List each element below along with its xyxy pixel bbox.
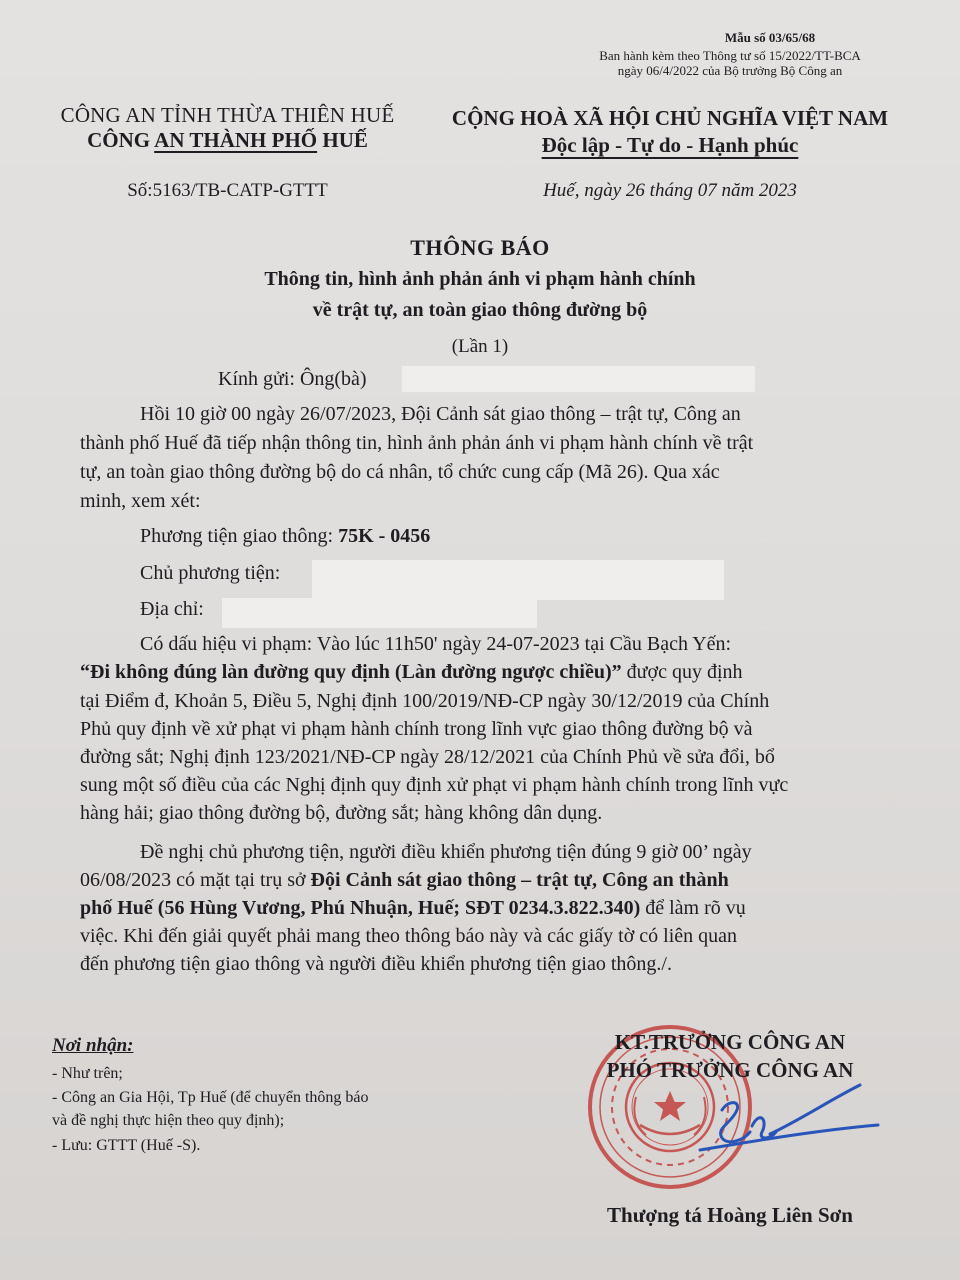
address-label: Địa chỉ: bbox=[140, 598, 204, 620]
doc-number: Số:5163/TB-CATP-GTTT bbox=[127, 180, 328, 201]
signer-name: Thượng tá Hoàng Liên Sơn bbox=[607, 1203, 853, 1227]
violation-line-4: Phủ quy định về xử phạt vi phạm hành chính trong lĩnh vực giao thông đường bộ và bbox=[80, 718, 753, 740]
recipients-heading: Nơi nhận: bbox=[52, 1035, 134, 1056]
request-line-1: Đề nghị chủ phương tiện, người điều khiển phương tiện đúng 9 giờ 00’ ngày bbox=[140, 841, 752, 863]
recipient-label: Kính gửi: Ông(bà) bbox=[218, 368, 367, 390]
request-line-2: 06/08/2023 có mặt tại trụ sở Đội Cảnh sát giao thông – trật tự, Công an thành bbox=[80, 869, 729, 891]
org-parent: CÔNG AN TỈNH THỪA THIÊN HUẾ bbox=[60, 103, 395, 127]
recipients-item-2: - Công an Gia Hội, Tp Huế (để chuyển thông báo bbox=[52, 1089, 369, 1106]
vehicle-line: Phương tiện giao thông: 75K - 0456 bbox=[140, 525, 431, 547]
violation-line-6: sung một số điều của các Nghị định quy định xử phạt vi phạm hành chính trong lĩnh vực bbox=[80, 774, 789, 796]
org-unit: CÔNG AN THÀNH PHỐ HUẾ bbox=[87, 128, 368, 152]
recipients-item-1: - Như trên; bbox=[52, 1065, 123, 1082]
edition: (Lần 1) bbox=[451, 336, 509, 357]
violation-line-5: đường sắt; Nghị định 123/2021/NĐ-CP ngày 28/12/2021 của Chính Phủ về sửa đổi, bổ bbox=[80, 746, 775, 768]
intro-line-1: Hồi 10 giờ 00 ngày 26/07/2023, Đội Cảnh sát giao thông – trật tự, Công an bbox=[140, 403, 741, 425]
request-line-3: phố Huế (56 Hùng Vương, Phú Nhuận, Huế; SĐT 0234.3.822.340) để làm rõ vụ bbox=[80, 897, 746, 919]
violation-line-1: Có dấu hiệu vi phạm: Vào lúc 11h50' ngày 24-07-2023 tại Cầu Bạch Yến: bbox=[140, 633, 732, 655]
violation-line-2: “Đi không đúng làn đường quy định (Làn đường ngược chiều)” được quy định bbox=[80, 661, 743, 683]
owner-label: Chủ phương tiện: bbox=[140, 562, 281, 584]
request-line-4: việc. Khi đến giải quyết phải mang theo thông báo này và các giấy tờ có liên quan bbox=[80, 925, 738, 947]
sign-authority-1: KT.TRƯỞNG CÔNG AN bbox=[614, 1030, 846, 1054]
license-plate: 75K - 0456 bbox=[338, 525, 431, 547]
violation-line-7: hàng hải; giao thông đường bộ, đường sắt; hàng không dân dụng. bbox=[80, 802, 603, 824]
form-issued-line-1: Ban hành kèm theo Thông tư số 15/2022/TT-BCA bbox=[599, 48, 861, 63]
motto: Độc lập - Tự do - Hạnh phúc bbox=[541, 133, 799, 157]
recipients-item-4: - Lưu: GTTT (Huế -S). bbox=[52, 1137, 201, 1154]
intro-line-2: thành phố Huế đã tiếp nhận thông tin, hình ảnh phản ánh vi phạm hành chính về trật bbox=[80, 432, 754, 454]
doc-title: THÔNG BÁO bbox=[410, 235, 550, 260]
form-number: Mẫu số 03/65/68 bbox=[724, 30, 816, 45]
intro-line-4: minh, xem xét: bbox=[80, 490, 201, 512]
request-line-5: đến phương tiện giao thông và người điều khiển phương tiện giao thông./. bbox=[80, 953, 672, 975]
sign-authority-2: PHÓ TRƯỞNG CÔNG AN bbox=[606, 1058, 854, 1082]
doc-subtitle-1: Thông tin, hình ảnh phản ánh vi phạm hành chính bbox=[264, 268, 696, 290]
intro-line-3: tự, an toàn giao thông đường bộ do cá nhân, tổ chức cung cấp (Mã 26). Qua xác bbox=[80, 461, 720, 483]
date-line: Huế, ngày 26 tháng 07 năm 2023 bbox=[543, 180, 797, 201]
recipients-item-3: và đề nghị thực hiện theo quy định); bbox=[52, 1112, 285, 1129]
doc-subtitle-2: về trật tự, an toàn giao thông đường bộ bbox=[312, 299, 648, 321]
nation-title: CỘNG HOÀ XÃ HỘI CHỦ NGHĨA VIỆT NAM bbox=[451, 106, 889, 130]
violation-line-3: tại Điểm đ, Khoản 5, Điều 5, Nghị định 100/2019/NĐ-CP ngày 30/12/2019 của Chính bbox=[80, 690, 770, 712]
form-issued-line-2: ngày 06/4/2022 của Bộ trưởng Bộ Công an bbox=[617, 63, 843, 78]
